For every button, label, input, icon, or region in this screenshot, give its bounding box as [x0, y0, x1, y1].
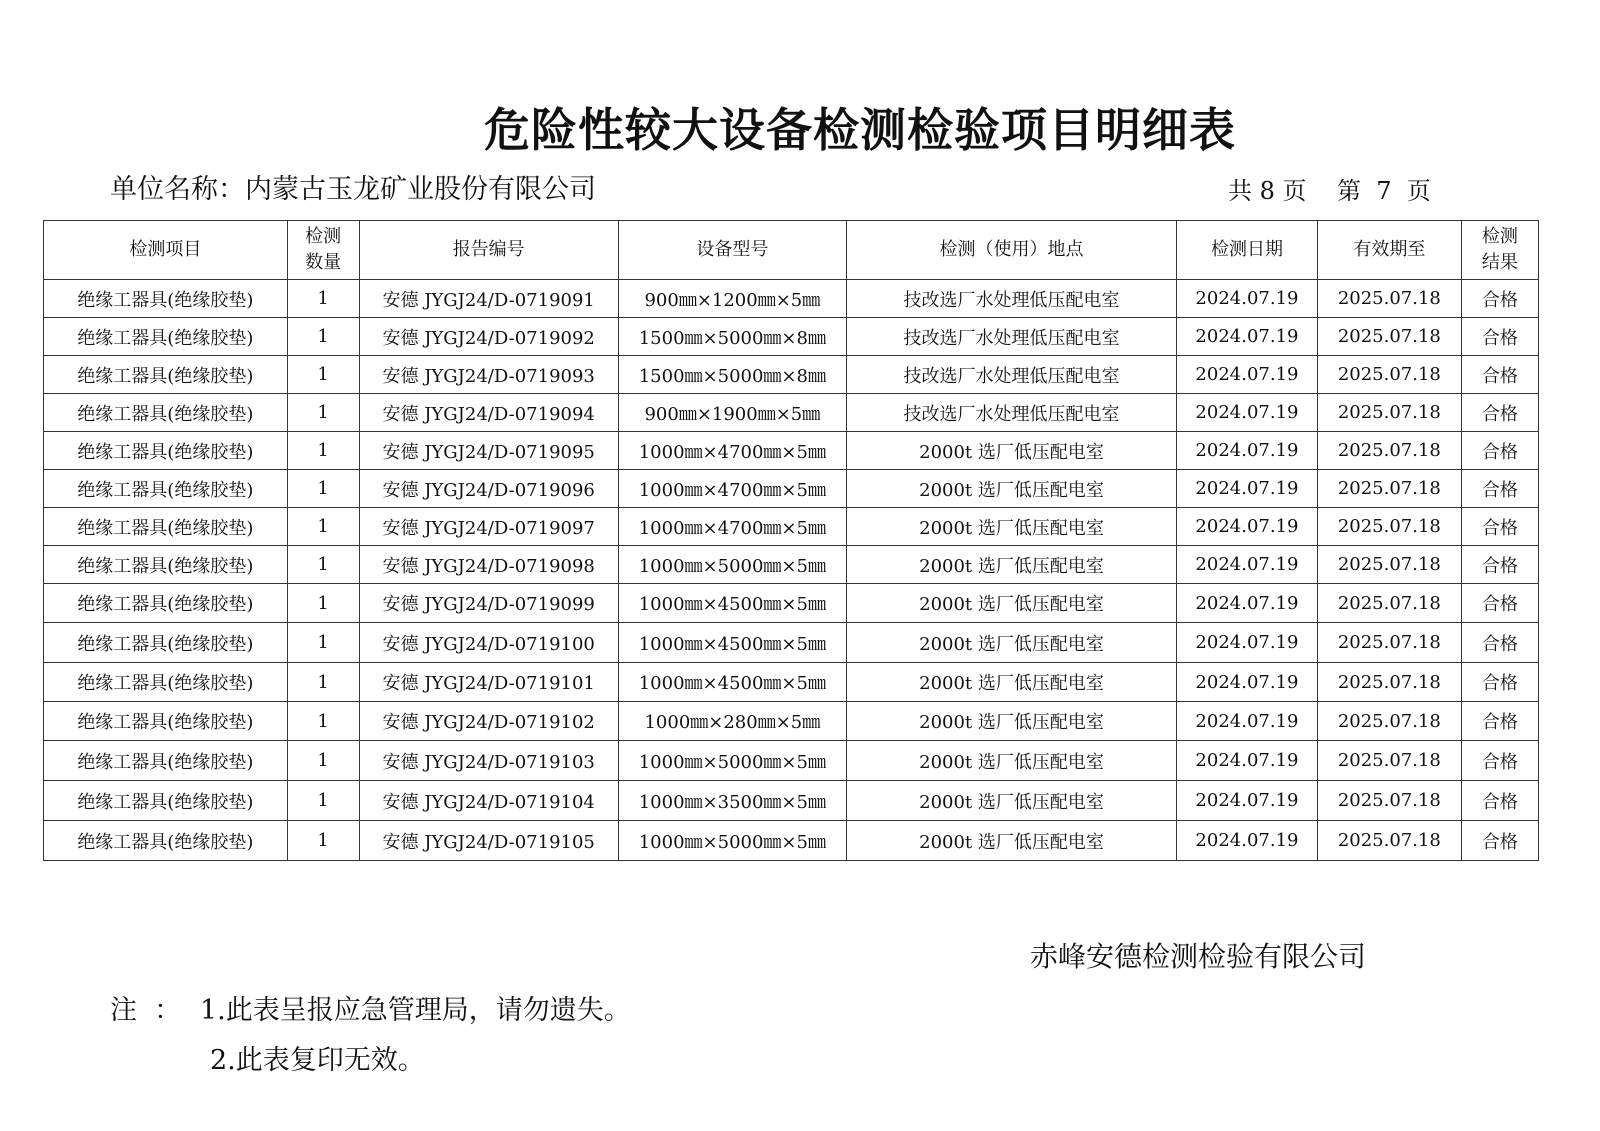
cell-inspection-date: 2024.07.19: [1177, 280, 1318, 318]
cell-equipment-model: 1500㎜×5000㎜×8㎜: [618, 318, 846, 356]
table-row: [44, 470, 1539, 508]
cell-result: 合格: [1461, 702, 1538, 741]
cell-equipment-model: 1000㎜×4700㎜×5㎜: [618, 470, 846, 508]
cell-inspection-date: 2024.07.19: [1177, 741, 1318, 781]
cell-quantity: 1: [287, 623, 359, 663]
cell-equipment-model: 1000㎜×5000㎜×5㎜: [618, 741, 846, 781]
cell-valid-until: 2025.07.18: [1317, 584, 1461, 623]
cell-inspection-item: 绝缘工器具(绝缘胶垫): [44, 318, 288, 356]
cell-location: 2000t 选厂低压配电室: [846, 663, 1176, 702]
table-row: [44, 318, 1539, 356]
header-inspection-date: 检测日期: [1177, 221, 1318, 280]
cell-report-number: 安德 JYGJ24/D-0719092: [359, 318, 618, 356]
cell-inspection-date: 2024.07.19: [1177, 356, 1318, 394]
cell-equipment-model: 900㎜×1900㎜×5㎜: [618, 394, 846, 432]
cell-report-number: 安德 JYGJ24/D-0719105: [359, 821, 618, 861]
cell-valid-until: 2025.07.18: [1317, 781, 1461, 821]
header-location: 检测（使用）地点: [846, 221, 1176, 280]
cell-equipment-model: 1000㎜×280㎜×5㎜: [618, 702, 846, 741]
cell-inspection-date: 2024.07.19: [1177, 318, 1318, 356]
cell-result: 合格: [1461, 470, 1538, 508]
cell-equipment-model: 900㎜×1200㎜×5㎜: [618, 280, 846, 318]
cell-quantity: 1: [287, 741, 359, 781]
cell-location: 2000t 选厂低压配电室: [846, 584, 1176, 623]
cell-location: 技改选厂水处理低压配电室: [846, 356, 1176, 394]
cell-location: 技改选厂水处理低压配电室: [846, 318, 1176, 356]
cell-inspection-item: 绝缘工器具(绝缘胶垫): [44, 741, 288, 781]
table-row: [44, 663, 1539, 702]
cell-inspection-item: 绝缘工器具(绝缘胶垫): [44, 280, 288, 318]
table-row: [44, 741, 1539, 781]
cell-valid-until: 2025.07.18: [1317, 432, 1461, 470]
cell-inspection-item: 绝缘工器具(绝缘胶垫): [44, 702, 288, 741]
table-row: [44, 623, 1539, 663]
cell-valid-until: 2025.07.18: [1317, 623, 1461, 663]
cell-equipment-model: 1000㎜×4500㎜×5㎜: [618, 584, 846, 623]
cell-equipment-model: 1500㎜×5000㎜×8㎜: [618, 356, 846, 394]
header-quantity: [287, 221, 359, 280]
table-row: [44, 702, 1539, 741]
cell-location: 2000t 选厂低压配电室: [846, 432, 1176, 470]
cell-equipment-model: 1000㎜×5000㎜×5㎜: [618, 821, 846, 861]
header-result-text: 检测结果: [1481, 226, 1518, 273]
cell-inspection-date: 2024.07.19: [1177, 702, 1318, 741]
cell-valid-until: 2025.07.18: [1317, 508, 1461, 546]
cell-inspection-date: 2024.07.19: [1177, 546, 1318, 584]
cell-equipment-model: 1000㎜×4500㎜×5㎜: [618, 623, 846, 663]
cell-inspection-date: 2024.07.19: [1177, 508, 1318, 546]
cell-quantity: 1: [287, 781, 359, 821]
cell-valid-until: 2025.07.18: [1317, 546, 1461, 584]
header-quantity-text: 检测数量: [305, 226, 342, 273]
cell-inspection-item: 绝缘工器具(绝缘胶垫): [44, 821, 288, 861]
cell-inspection-date: 2024.07.19: [1177, 821, 1318, 861]
table-header-row: [44, 221, 1539, 280]
cell-report-number: 安德 JYGJ24/D-0719095: [359, 432, 618, 470]
cell-quantity: 1: [287, 508, 359, 546]
cell-equipment-model: 1000㎜×4700㎜×5㎜: [618, 432, 846, 470]
detail-table: [43, 220, 1539, 861]
note-label: 注 ：: [110, 995, 182, 1026]
inspection-company: 赤峰安德检测检验有限公司: [1030, 940, 1367, 973]
cell-equipment-model: 1000㎜×4700㎜×5㎜: [618, 508, 846, 546]
cell-location: 2000t 选厂低压配电室: [846, 781, 1176, 821]
cell-report-number: 安德 JYGJ24/D-0719097: [359, 508, 618, 546]
cell-location: 2000t 选厂低压配电室: [846, 741, 1176, 781]
cell-location: 2000t 选厂低压配电室: [846, 821, 1176, 861]
cell-report-number: 安德 JYGJ24/D-0719102: [359, 702, 618, 741]
cell-quantity: 1: [287, 318, 359, 356]
cell-inspection-item: 绝缘工器具(绝缘胶垫): [44, 584, 288, 623]
cell-report-number: 安德 JYGJ24/D-0719098: [359, 546, 618, 584]
cell-quantity: 1: [287, 702, 359, 741]
cell-location: 2000t 选厂低压配电室: [846, 470, 1176, 508]
cell-equipment-model: 1000㎜×3500㎜×5㎜: [618, 781, 846, 821]
note-2: 2.此表复印无效。: [210, 1045, 425, 1076]
cell-inspection-date: 2024.07.19: [1177, 584, 1318, 623]
cell-inspection-date: 2024.07.19: [1177, 623, 1318, 663]
cell-result: 合格: [1461, 663, 1538, 702]
cell-report-number: 安德 JYGJ24/D-0719091: [359, 280, 618, 318]
table-row: [44, 356, 1539, 394]
cell-report-number: 安德 JYGJ24/D-0719100: [359, 623, 618, 663]
cell-result: 合格: [1461, 432, 1538, 470]
cell-report-number: 安德 JYGJ24/D-0719104: [359, 781, 618, 821]
table-row: [44, 432, 1539, 470]
cell-inspection-item: 绝缘工器具(绝缘胶垫): [44, 432, 288, 470]
header-inspection-item: 检测项目: [44, 221, 288, 280]
cell-result: 合格: [1461, 394, 1538, 432]
cell-result: 合格: [1461, 781, 1538, 821]
cell-inspection-item: 绝缘工器具(绝缘胶垫): [44, 663, 288, 702]
cell-valid-until: 2025.07.18: [1317, 741, 1461, 781]
cell-quantity: 1: [287, 546, 359, 584]
header-valid-until: 有效期至: [1317, 221, 1461, 280]
note-1: 1.此表呈报应急管理局，请勿遗失。: [200, 995, 631, 1026]
cell-location: 2000t 选厂低压配电室: [846, 546, 1176, 584]
cell-inspection-date: 2024.07.19: [1177, 781, 1318, 821]
cell-valid-until: 2025.07.18: [1317, 702, 1461, 741]
table-row: [44, 508, 1539, 546]
cell-result: 合格: [1461, 623, 1538, 663]
cell-result: 合格: [1461, 280, 1538, 318]
cell-valid-until: 2025.07.18: [1317, 356, 1461, 394]
cell-valid-until: 2025.07.18: [1317, 663, 1461, 702]
cell-inspection-item: 绝缘工器具(绝缘胶垫): [44, 781, 288, 821]
cell-location: 技改选厂水处理低压配电室: [846, 394, 1176, 432]
cell-inspection-item: 绝缘工器具(绝缘胶垫): [44, 546, 288, 584]
page-info: 共 8 页 第 7 页: [1228, 177, 1431, 205]
unit-name: 单位名称：内蒙古玉龙矿业股份有限公司: [110, 174, 596, 205]
cell-inspection-date: 2024.07.19: [1177, 663, 1318, 702]
cell-inspection-date: 2024.07.19: [1177, 470, 1318, 508]
cell-result: 合格: [1461, 356, 1538, 394]
cell-location: 2000t 选厂低压配电室: [846, 508, 1176, 546]
cell-quantity: 1: [287, 821, 359, 861]
header-equipment-model: 设备型号: [618, 221, 846, 280]
table-body: [44, 280, 1539, 861]
cell-result: 合格: [1461, 741, 1538, 781]
cell-valid-until: 2025.07.18: [1317, 318, 1461, 356]
table-row: [44, 781, 1539, 821]
table-row: [44, 584, 1539, 623]
cell-location: 2000t 选厂低压配电室: [846, 702, 1176, 741]
cell-result: 合格: [1461, 821, 1538, 861]
cell-location: 2000t 选厂低压配电室: [846, 623, 1176, 663]
header-report-number: 报告编号: [359, 221, 618, 280]
cell-report-number: 安德 JYGJ24/D-0719099: [359, 584, 618, 623]
cell-location: 技改选厂水处理低压配电室: [846, 280, 1176, 318]
cell-result: 合格: [1461, 508, 1538, 546]
cell-report-number: 安德 JYGJ24/D-0719094: [359, 394, 618, 432]
cell-equipment-model: 1000㎜×4500㎜×5㎜: [618, 663, 846, 702]
cell-valid-until: 2025.07.18: [1317, 821, 1461, 861]
cell-quantity: 1: [287, 470, 359, 508]
header-result: [1461, 221, 1538, 280]
cell-result: 合格: [1461, 318, 1538, 356]
cell-quantity: 1: [287, 280, 359, 318]
cell-equipment-model: 1000㎜×5000㎜×5㎜: [618, 546, 846, 584]
cell-report-number: 安德 JYGJ24/D-0719096: [359, 470, 618, 508]
table-row: [44, 280, 1539, 318]
cell-valid-until: 2025.07.18: [1317, 470, 1461, 508]
cell-quantity: 1: [287, 584, 359, 623]
cell-valid-until: 2025.07.18: [1317, 394, 1461, 432]
cell-inspection-date: 2024.07.19: [1177, 394, 1318, 432]
cell-inspection-item: 绝缘工器具(绝缘胶垫): [44, 623, 288, 663]
cell-inspection-item: 绝缘工器具(绝缘胶垫): [44, 356, 288, 394]
cell-quantity: 1: [287, 356, 359, 394]
cell-quantity: 1: [287, 394, 359, 432]
cell-result: 合格: [1461, 584, 1538, 623]
table-row: [44, 821, 1539, 861]
cell-inspection-item: 绝缘工器具(绝缘胶垫): [44, 508, 288, 546]
cell-inspection-date: 2024.07.19: [1177, 432, 1318, 470]
table-row: [44, 394, 1539, 432]
cell-inspection-item: 绝缘工器具(绝缘胶垫): [44, 470, 288, 508]
cell-report-number: 安德 JYGJ24/D-0719101: [359, 663, 618, 702]
cell-report-number: 安德 JYGJ24/D-0719093: [359, 356, 618, 394]
cell-inspection-item: 绝缘工器具(绝缘胶垫): [44, 394, 288, 432]
cell-report-number: 安德 JYGJ24/D-0719103: [359, 741, 618, 781]
cell-result: 合格: [1461, 546, 1538, 584]
cell-quantity: 1: [287, 663, 359, 702]
table-row: [44, 546, 1539, 584]
cell-quantity: 1: [287, 432, 359, 470]
cell-valid-until: 2025.07.18: [1317, 280, 1461, 318]
document-title: 危险性较大设备检测检验项目明细表: [484, 103, 1236, 157]
